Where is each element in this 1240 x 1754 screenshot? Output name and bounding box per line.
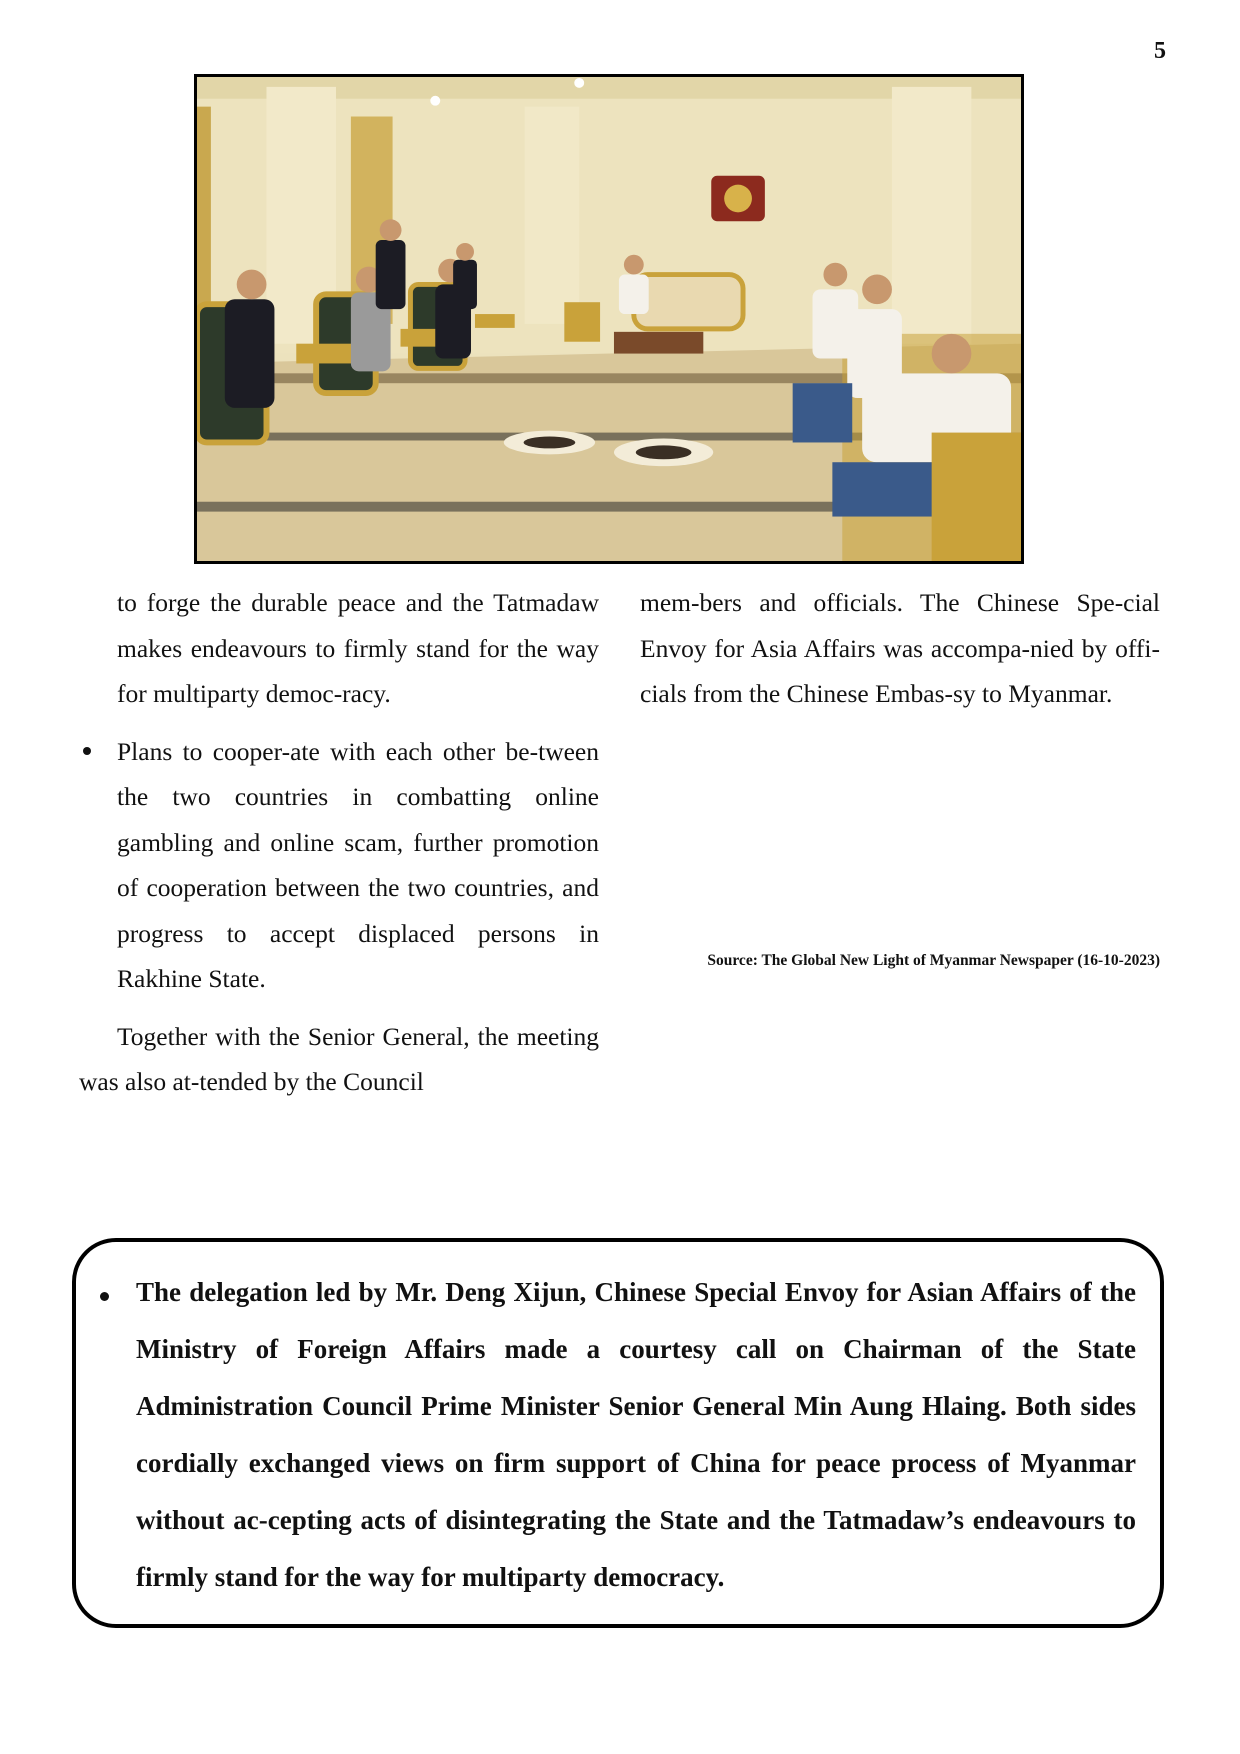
right-column	[640, 580, 1160, 717]
summary-box	[72, 1238, 1164, 1628]
source-citation: Source: The Global New Light of Myanmar Newspaper (16-10-2023)	[707, 952, 1160, 969]
meeting-photo	[194, 74, 1024, 564]
body-paragraph: Together with the Senior General, the meeting was also at-tended by the Council	[79, 1021, 599, 1096]
page-number: 5	[1154, 38, 1166, 64]
bullet-dot-icon	[100, 1292, 109, 1301]
body-paragraph-continued: mem-bers and officials. The Chinese Spe-cial Envoy for Asia Affairs was accompa-nied by offi-cials from the Chinese Embas-sy to Myanmar.	[640, 588, 1160, 708]
left-column	[79, 580, 599, 1105]
meeting-photo-illustration	[197, 77, 1021, 561]
bullet-item-text: Plans to cooper-ate with each other be-tween the two countries in combatting online gambling and online scam, further promotion of cooperation between the two countries, and progress to accept displaced persons in Rakhine State.	[117, 736, 599, 993]
bullet-item	[79, 729, 599, 1002]
summary-text: The delegation led by Mr. Deng Xijun, Chinese Special Envoy for Asian Affairs of the Ministry of Foreign Affairs made a courtesy call on Chairman of the State Administration Council Prime Minister Senior General Min Aung Hlaing. Both sides cordially exchanged views on firm support of China for peace process of Myanmar without ac-cepting acts of disintegrating the State and the Tatmadaw’s endeavours to firmly stand for the way for multiparty democracy.	[136, 1277, 1136, 1592]
continuation-paragraph: to forge the durable peace and the Tatmadaw makes endeavours to firmly stand for the way for multiparty democ-racy.	[117, 588, 599, 708]
bullet-dot-icon	[83, 747, 91, 755]
